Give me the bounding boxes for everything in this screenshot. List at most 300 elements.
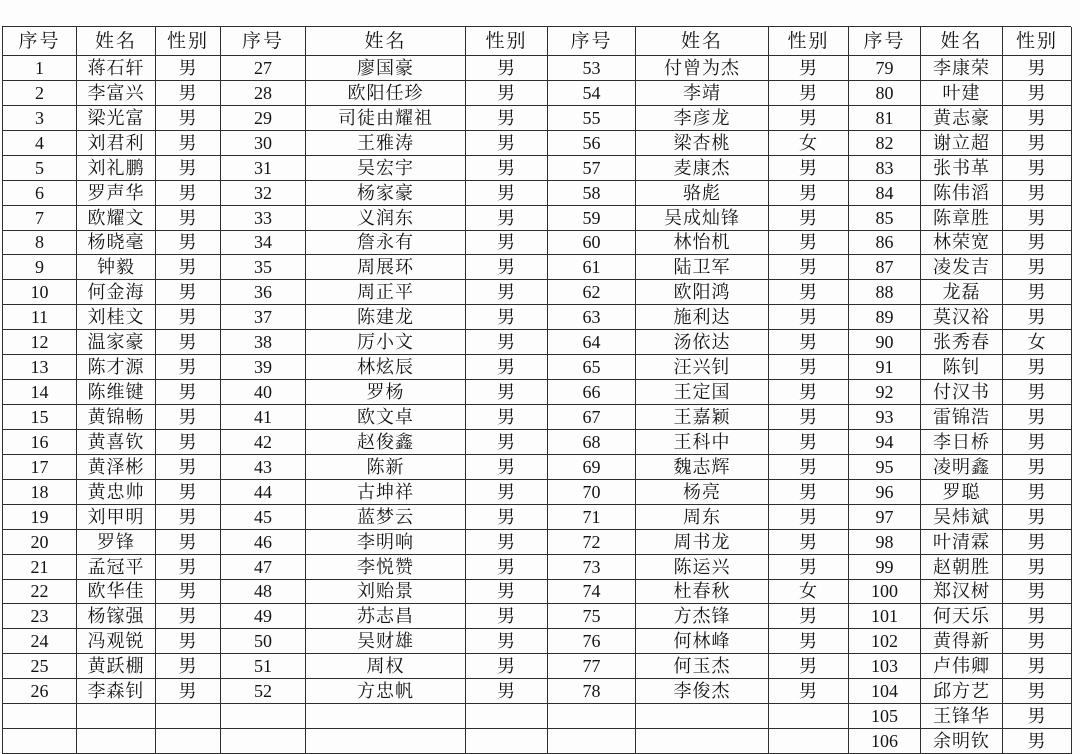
cell-gender	[156, 729, 221, 754]
cell-gender: 男	[466, 505, 548, 530]
column-header-no: 序号	[849, 27, 921, 56]
cell-gender: 男	[769, 629, 849, 654]
cell-gender: 男	[769, 255, 849, 280]
cell-name: 刘桂文	[77, 305, 156, 330]
cell-name: 叶清霖	[921, 530, 1003, 555]
column-header-name: 姓名	[77, 27, 156, 56]
cell-name: 汪兴钊	[636, 355, 769, 380]
cell-no: 9	[3, 255, 77, 280]
cell-name: 吴宏宇	[306, 156, 466, 181]
cell-gender: 男	[156, 405, 221, 430]
cell-gender: 男	[1003, 505, 1072, 530]
cell-name: 李富兴	[77, 81, 156, 106]
cell-gender: 男	[156, 131, 221, 156]
cell-gender: 男	[156, 206, 221, 231]
cell-gender: 男	[1003, 380, 1072, 405]
cell-no: 77	[548, 654, 636, 679]
cell-gender: 男	[1003, 604, 1072, 629]
cell-name: 凌明鑫	[921, 455, 1003, 480]
cell-name: 陈才源	[77, 355, 156, 380]
cell-no: 89	[849, 305, 921, 330]
cell-name	[77, 704, 156, 729]
cell-gender: 男	[1003, 629, 1072, 654]
cell-no: 36	[221, 280, 306, 305]
cell-name: 欧阳任珍	[306, 81, 466, 106]
cell-name: 吴炜斌	[921, 505, 1003, 530]
cell-gender	[466, 704, 548, 729]
cell-name: 杨亮	[636, 480, 769, 505]
cell-name: 陈新	[306, 455, 466, 480]
cell-gender: 男	[466, 280, 548, 305]
cell-gender: 男	[466, 455, 548, 480]
cell-name: 赵俊鑫	[306, 430, 466, 455]
cell-no: 6	[3, 181, 77, 206]
cell-name: 陆卫军	[636, 255, 769, 280]
cell-gender: 男	[769, 206, 849, 231]
cell-no: 69	[548, 455, 636, 480]
cell-gender: 男	[769, 555, 849, 580]
cell-no: 4	[3, 131, 77, 156]
cell-gender: 男	[156, 280, 221, 305]
cell-gender: 男	[769, 156, 849, 181]
cell-no: 38	[221, 330, 306, 355]
cell-name: 叶建	[921, 81, 1003, 106]
cell-name: 刘贻景	[306, 580, 466, 605]
cell-name: 杨晓毫	[77, 231, 156, 256]
cell-no: 1	[3, 56, 77, 81]
cell-name: 黄得新	[921, 629, 1003, 654]
cell-no: 37	[221, 305, 306, 330]
cell-gender: 男	[769, 106, 849, 131]
cell-gender: 男	[156, 181, 221, 206]
cell-name: 司徒由耀祖	[306, 106, 466, 131]
cell-no: 106	[849, 729, 921, 754]
cell-no	[548, 704, 636, 729]
cell-name: 汤依达	[636, 330, 769, 355]
cell-no: 58	[548, 181, 636, 206]
cell-name: 黄志豪	[921, 106, 1003, 131]
cell-gender: 男	[466, 355, 548, 380]
cell-name: 义润东	[306, 206, 466, 231]
cell-name: 刘礼鹏	[77, 156, 156, 181]
cell-no: 72	[548, 530, 636, 555]
cell-no: 8	[3, 231, 77, 256]
cell-name	[636, 704, 769, 729]
cell-gender: 男	[769, 480, 849, 505]
cell-no: 80	[849, 81, 921, 106]
cell-gender: 男	[1003, 355, 1072, 380]
cell-name: 李康荣	[921, 56, 1003, 81]
cell-name: 孟冠平	[77, 555, 156, 580]
cell-name	[306, 704, 466, 729]
cell-no: 64	[548, 330, 636, 355]
cell-gender: 男	[156, 555, 221, 580]
cell-name: 温家豪	[77, 330, 156, 355]
cell-gender: 男	[1003, 181, 1072, 206]
cell-name: 陈运兴	[636, 555, 769, 580]
cell-name: 周正平	[306, 280, 466, 305]
cell-gender: 男	[769, 430, 849, 455]
cell-no: 59	[548, 206, 636, 231]
cell-gender: 男	[1003, 555, 1072, 580]
cell-gender: 男	[1003, 704, 1072, 729]
cell-name: 付曾为杰	[636, 56, 769, 81]
cell-name	[306, 729, 466, 754]
cell-name: 陈建龙	[306, 305, 466, 330]
cell-gender: 男	[1003, 305, 1072, 330]
column-header-gender: 性别	[769, 27, 849, 56]
cell-no: 25	[3, 654, 77, 679]
cell-no: 54	[548, 81, 636, 106]
cell-gender: 男	[156, 580, 221, 605]
cell-name: 何林峰	[636, 629, 769, 654]
cell-no: 35	[221, 255, 306, 280]
cell-gender: 男	[769, 330, 849, 355]
cell-no: 94	[849, 430, 921, 455]
cell-name: 林荣宽	[921, 231, 1003, 256]
cell-name: 李森钊	[77, 679, 156, 704]
cell-no: 2	[3, 81, 77, 106]
cell-gender: 男	[156, 56, 221, 81]
cell-no: 73	[548, 555, 636, 580]
cell-name: 黄跃棚	[77, 654, 156, 679]
cell-gender: 男	[1003, 255, 1072, 280]
column-header-no: 序号	[548, 27, 636, 56]
cell-gender: 男	[156, 629, 221, 654]
cell-name: 何天乐	[921, 604, 1003, 629]
cell-no: 60	[548, 231, 636, 256]
cell-no: 48	[221, 580, 306, 605]
cell-name: 厉小文	[306, 330, 466, 355]
cell-gender: 女	[1003, 330, 1072, 355]
cell-no: 40	[221, 380, 306, 405]
cell-gender: 男	[156, 480, 221, 505]
column-header-name: 姓名	[306, 27, 466, 56]
cell-no: 39	[221, 355, 306, 380]
cell-name: 李俊杰	[636, 679, 769, 704]
cell-gender: 男	[1003, 280, 1072, 305]
cell-no: 57	[548, 156, 636, 181]
cell-name: 王定国	[636, 380, 769, 405]
cell-name: 蓝梦云	[306, 505, 466, 530]
cell-name: 陈维键	[77, 380, 156, 405]
cell-no: 28	[221, 81, 306, 106]
cell-gender: 男	[1003, 455, 1072, 480]
cell-no: 91	[849, 355, 921, 380]
cell-name: 吴财雄	[306, 629, 466, 654]
cell-no: 11	[3, 305, 77, 330]
cell-name: 付汉书	[921, 380, 1003, 405]
cell-name: 陈章胜	[921, 206, 1003, 231]
cell-name: 陈钊	[921, 355, 1003, 380]
cell-no: 104	[849, 679, 921, 704]
column-header-name: 姓名	[921, 27, 1003, 56]
cell-gender: 男	[156, 156, 221, 181]
cell-no: 79	[849, 56, 921, 81]
cell-name: 古坤祥	[306, 480, 466, 505]
cell-no: 78	[548, 679, 636, 704]
cell-no: 75	[548, 604, 636, 629]
cell-gender: 男	[769, 505, 849, 530]
cell-gender: 男	[466, 580, 548, 605]
cell-name: 梁光富	[77, 106, 156, 131]
cell-no: 97	[849, 505, 921, 530]
cell-no: 81	[849, 106, 921, 131]
cell-no: 50	[221, 629, 306, 654]
cell-no: 99	[849, 555, 921, 580]
cell-no: 33	[221, 206, 306, 231]
column-header-no: 序号	[221, 27, 306, 56]
cell-name: 凌发吉	[921, 255, 1003, 280]
cell-gender: 男	[466, 56, 548, 81]
cell-gender: 男	[769, 405, 849, 430]
cell-name: 李明响	[306, 530, 466, 555]
cell-gender: 男	[466, 206, 548, 231]
cell-name: 吴成灿锋	[636, 206, 769, 231]
cell-no: 83	[849, 156, 921, 181]
cell-name: 杨家豪	[306, 181, 466, 206]
cell-name: 赵朝胜	[921, 555, 1003, 580]
cell-gender: 男	[156, 604, 221, 629]
cell-gender: 男	[1003, 81, 1072, 106]
cell-no	[3, 704, 77, 729]
cell-no: 31	[221, 156, 306, 181]
cell-no: 82	[849, 131, 921, 156]
cell-no: 92	[849, 380, 921, 405]
cell-gender: 男	[156, 530, 221, 555]
cell-gender: 男	[466, 81, 548, 106]
cell-no: 20	[3, 530, 77, 555]
cell-gender: 女	[769, 131, 849, 156]
cell-no: 71	[548, 505, 636, 530]
cell-gender: 男	[1003, 405, 1072, 430]
column-header-name: 姓名	[636, 27, 769, 56]
cell-gender: 男	[466, 555, 548, 580]
cell-gender: 男	[769, 280, 849, 305]
cell-name: 王嘉颖	[636, 405, 769, 430]
cell-name: 詹永有	[306, 231, 466, 256]
cell-name: 欧华佳	[77, 580, 156, 605]
cell-gender	[769, 704, 849, 729]
cell-name: 廖国豪	[306, 56, 466, 81]
cell-name: 卢伟卿	[921, 654, 1003, 679]
cell-name: 郑汉树	[921, 580, 1003, 605]
roster-table	[2, 26, 1071, 754]
cell-no: 56	[548, 131, 636, 156]
cell-gender: 男	[156, 255, 221, 280]
cell-no: 87	[849, 255, 921, 280]
cell-name: 李悦赞	[306, 555, 466, 580]
cell-gender: 男	[769, 604, 849, 629]
cell-no: 47	[221, 555, 306, 580]
cell-name: 李靖	[636, 81, 769, 106]
cell-no	[221, 704, 306, 729]
cell-no: 105	[849, 704, 921, 729]
cell-gender: 男	[156, 679, 221, 704]
cell-gender: 男	[769, 530, 849, 555]
cell-gender: 男	[156, 81, 221, 106]
cell-gender: 男	[156, 654, 221, 679]
cell-gender: 男	[769, 679, 849, 704]
cell-no: 101	[849, 604, 921, 629]
cell-no: 30	[221, 131, 306, 156]
cell-no: 43	[221, 455, 306, 480]
cell-no: 10	[3, 280, 77, 305]
cell-gender: 男	[769, 305, 849, 330]
cell-name: 罗声华	[77, 181, 156, 206]
cell-no: 88	[849, 280, 921, 305]
cell-no: 100	[849, 580, 921, 605]
cell-no: 63	[548, 305, 636, 330]
cell-no: 42	[221, 430, 306, 455]
cell-name	[77, 729, 156, 754]
cell-gender: 男	[466, 131, 548, 156]
cell-no: 55	[548, 106, 636, 131]
cell-gender: 男	[1003, 131, 1072, 156]
cell-no: 96	[849, 480, 921, 505]
cell-no: 27	[221, 56, 306, 81]
cell-no: 103	[849, 654, 921, 679]
cell-no	[548, 729, 636, 754]
cell-name: 李彦龙	[636, 106, 769, 131]
cell-name: 罗杨	[306, 380, 466, 405]
cell-gender: 男	[156, 231, 221, 256]
cell-name: 王科中	[636, 430, 769, 455]
cell-name: 罗锋	[77, 530, 156, 555]
cell-gender: 男	[466, 430, 548, 455]
cell-name: 冯观锐	[77, 629, 156, 654]
cell-no: 13	[3, 355, 77, 380]
cell-gender: 男	[466, 629, 548, 654]
cell-gender: 男	[466, 380, 548, 405]
cell-gender: 男	[466, 480, 548, 505]
cell-name: 欧阳鸿	[636, 280, 769, 305]
cell-no: 86	[849, 231, 921, 256]
cell-name: 周展环	[306, 255, 466, 280]
cell-gender: 男	[1003, 56, 1072, 81]
cell-name: 龙磊	[921, 280, 1003, 305]
cell-no: 22	[3, 580, 77, 605]
cell-gender: 男	[769, 654, 849, 679]
cell-gender: 男	[466, 405, 548, 430]
cell-gender	[156, 704, 221, 729]
cell-no: 85	[849, 206, 921, 231]
cell-name: 黄忠帅	[77, 480, 156, 505]
cell-gender: 男	[769, 81, 849, 106]
cell-no: 51	[221, 654, 306, 679]
cell-name: 邱方艺	[921, 679, 1003, 704]
cell-no: 19	[3, 505, 77, 530]
cell-no: 45	[221, 505, 306, 530]
cell-gender: 男	[769, 380, 849, 405]
cell-name: 周书龙	[636, 530, 769, 555]
cell-gender: 男	[1003, 156, 1072, 181]
cell-gender: 男	[156, 505, 221, 530]
cell-gender: 男	[156, 305, 221, 330]
cell-gender: 男	[1003, 231, 1072, 256]
cell-name: 蒋石轩	[77, 56, 156, 81]
cell-name: 周权	[306, 654, 466, 679]
cell-no: 95	[849, 455, 921, 480]
cell-gender: 男	[1003, 580, 1072, 605]
cell-name: 雷锦浩	[921, 405, 1003, 430]
cell-gender: 男	[466, 156, 548, 181]
cell-name: 林炫辰	[306, 355, 466, 380]
cell-gender: 男	[466, 330, 548, 355]
cell-no: 74	[548, 580, 636, 605]
cell-no: 46	[221, 530, 306, 555]
cell-no: 65	[548, 355, 636, 380]
cell-name: 张书革	[921, 156, 1003, 181]
column-header-no: 序号	[3, 27, 77, 56]
cell-gender: 男	[466, 654, 548, 679]
cell-name: 钟毅	[77, 255, 156, 280]
cell-gender: 男	[769, 56, 849, 81]
cell-name: 陈伟滔	[921, 181, 1003, 206]
cell-gender: 男	[1003, 729, 1072, 754]
cell-no: 102	[849, 629, 921, 654]
cell-no: 52	[221, 679, 306, 704]
cell-gender: 男	[466, 679, 548, 704]
cell-name: 麦康杰	[636, 156, 769, 181]
cell-no: 14	[3, 380, 77, 405]
cell-no: 76	[548, 629, 636, 654]
cell-no: 32	[221, 181, 306, 206]
cell-name: 魏志辉	[636, 455, 769, 480]
cell-name: 罗聪	[921, 480, 1003, 505]
cell-gender: 男	[466, 604, 548, 629]
cell-no: 15	[3, 405, 77, 430]
cell-name: 施利达	[636, 305, 769, 330]
cell-no: 26	[3, 679, 77, 704]
cell-name: 黄泽彬	[77, 455, 156, 480]
cell-no: 17	[3, 455, 77, 480]
cell-name: 欧文卓	[306, 405, 466, 430]
column-header-gender: 性别	[1003, 27, 1072, 56]
cell-no: 53	[548, 56, 636, 81]
cell-name: 骆彪	[636, 181, 769, 206]
cell-name: 刘甲明	[77, 505, 156, 530]
cell-name: 何金海	[77, 280, 156, 305]
cell-gender: 男	[156, 330, 221, 355]
cell-name: 周东	[636, 505, 769, 530]
cell-no: 68	[548, 430, 636, 455]
cell-name: 何玉杰	[636, 654, 769, 679]
cell-no: 93	[849, 405, 921, 430]
cell-gender: 男	[1003, 530, 1072, 555]
cell-no: 24	[3, 629, 77, 654]
cell-gender	[769, 729, 849, 754]
cell-gender: 男	[1003, 430, 1072, 455]
cell-gender: 男	[156, 380, 221, 405]
cell-name: 苏志昌	[306, 604, 466, 629]
cell-gender: 男	[769, 455, 849, 480]
cell-no: 84	[849, 181, 921, 206]
cell-no: 70	[548, 480, 636, 505]
cell-gender: 男	[156, 355, 221, 380]
cell-no: 29	[221, 106, 306, 131]
cell-gender: 女	[769, 580, 849, 605]
cell-name: 林怡机	[636, 231, 769, 256]
cell-name: 杨镓强	[77, 604, 156, 629]
cell-name: 梁杏桃	[636, 131, 769, 156]
cell-gender: 男	[156, 430, 221, 455]
cell-gender: 男	[466, 106, 548, 131]
cell-no: 98	[849, 530, 921, 555]
cell-no: 18	[3, 480, 77, 505]
cell-gender: 男	[769, 231, 849, 256]
cell-no: 16	[3, 430, 77, 455]
